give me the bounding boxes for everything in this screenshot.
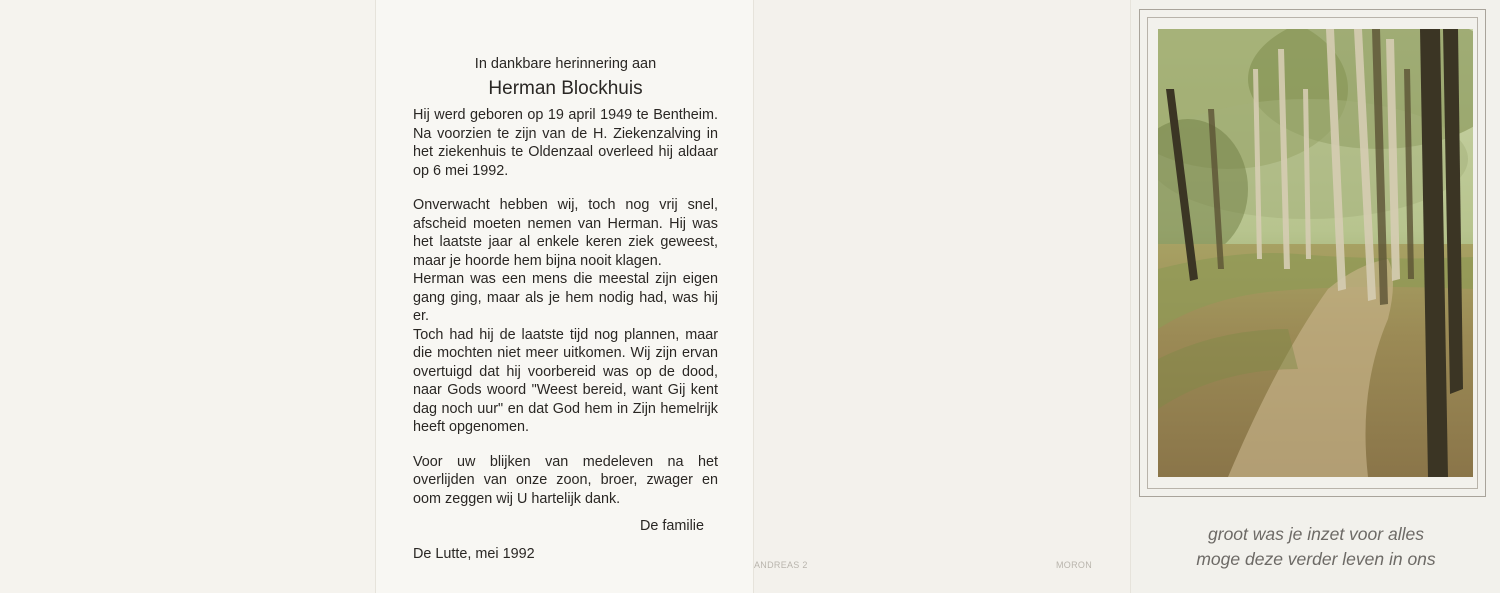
fold-line xyxy=(375,0,376,593)
card-panel-blank xyxy=(753,0,1130,593)
deceased-name: Herman Blockhuis xyxy=(488,78,643,99)
memory-paragraph: Toch had hij de laatste tijd nog plannen, maar die mochten niet meer uitkomen. Wij zijn ervan overtuigd dat hij voorbereid was op de dood, naar Gods woord "Weest bereid, want Gij kent dag noch uur" en dat God hem in Zijn hemelrijk heeft opgenomen. xyxy=(413,326,718,435)
memorial-text xyxy=(413,52,718,534)
place-date: De Lutte, mei 1992 xyxy=(413,546,535,562)
signature: De familie xyxy=(640,518,704,534)
memory-paragraph: Onverwacht hebben wij, toch nog vrij snel, afscheid moeten nemen van Herman. Hij was het laatste jaar al enkele keren ziek geweest, maar je hoorde hem bijna nooit klagen. xyxy=(413,197,718,269)
fold-line xyxy=(1130,0,1131,593)
thanks-paragraph: Voor uw blijken van medeleven na het overlijden van onze zoon, broer, zwager en oom zeggen wij U hartelijk dank. xyxy=(413,453,718,507)
memory-paragraph: Herman was een mens die meestal zijn eigen gang ging, maar als je hem nodig had, was hij er. xyxy=(413,271,718,324)
fold-line xyxy=(753,0,754,593)
print-mark: MORON xyxy=(1056,560,1092,570)
verse xyxy=(1145,522,1487,572)
forest-path-photo-icon xyxy=(1158,29,1473,477)
verse-line: moge deze verder leven in ons xyxy=(1196,549,1436,569)
intro-line: In dankbare herinnering aan xyxy=(474,56,657,72)
verse-line: groot was je inzet voor alles xyxy=(1208,524,1424,544)
print-mark: ANDREAS 2 xyxy=(754,560,808,570)
birth-death-paragraph: Hij werd geboren op 19 april 1949 te Bentheim. Na voorzien te zijn van de H. Ziekenzalving in het ziekenhuis te Oldenzaal overleed hij aldaar op 6 mei 1992. xyxy=(413,107,718,179)
card-panel-left xyxy=(0,0,375,593)
